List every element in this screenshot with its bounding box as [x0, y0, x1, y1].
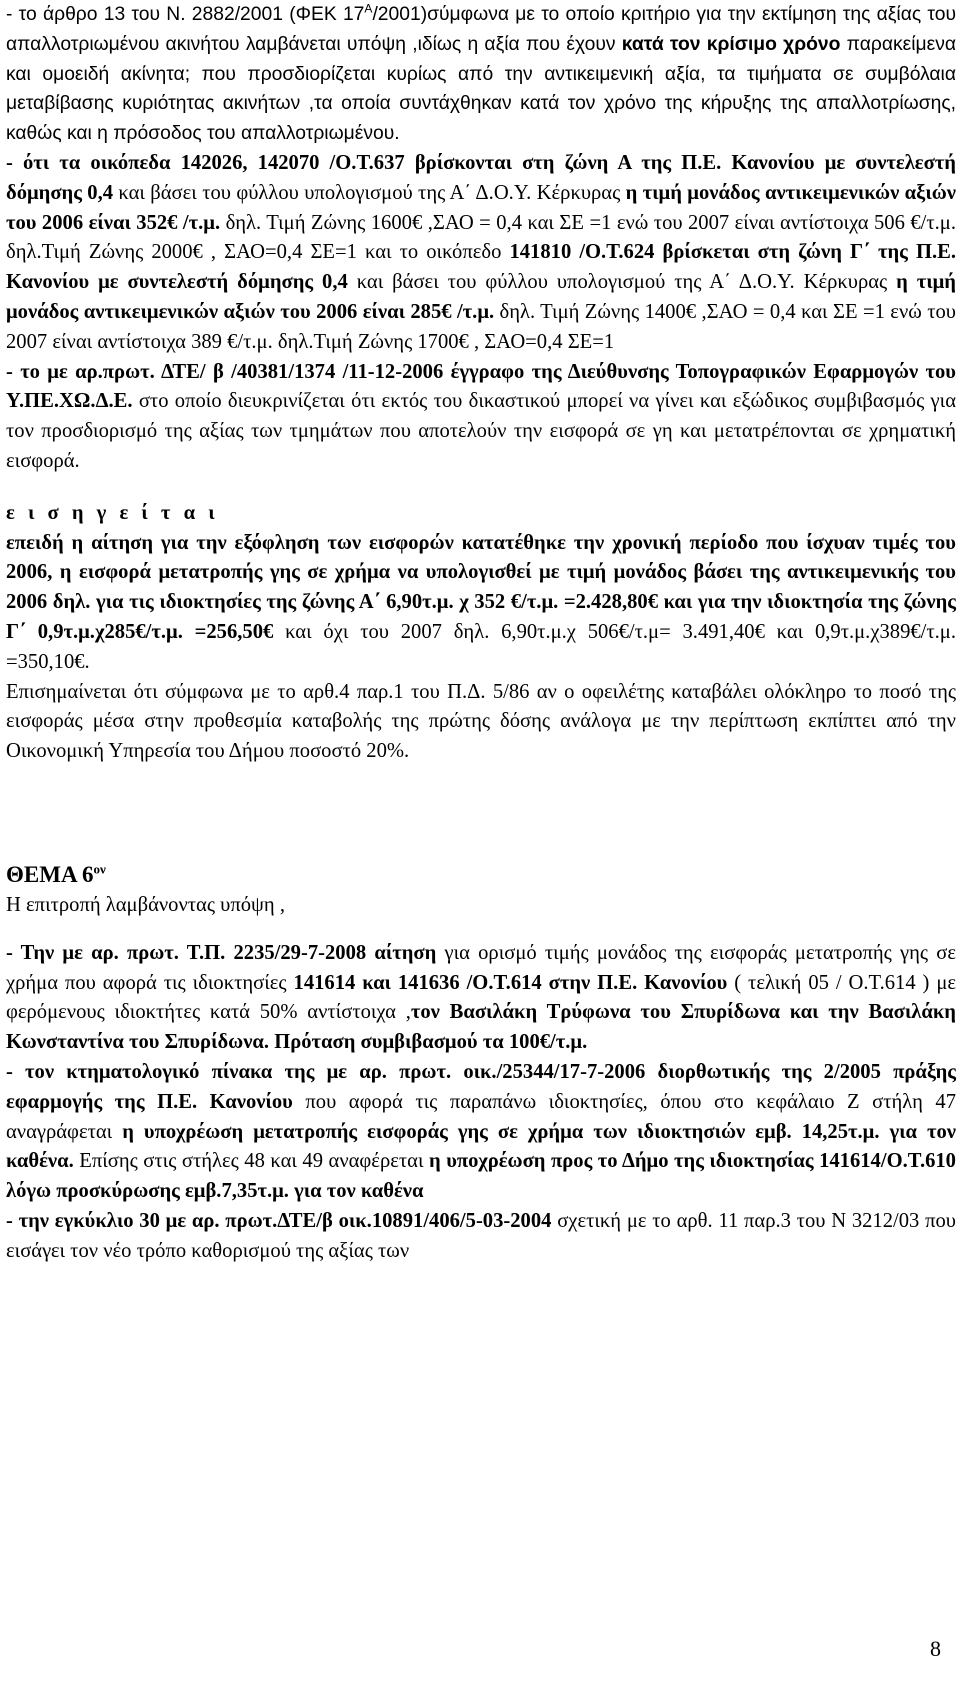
paragraph-proposal-main	[6, 529, 956, 678]
text-segment: παρακείμενα και ομοειδή ακίνητα; που προσδιορίζεται κυρίως από την αντικειμενική αξία, τα τιμήματα σε συμβόλαια μεταβίβασης κυριότητας ακινήτων ,τα οποία συντάχθηκαν κατά τον χρόνο της κήρυξης της απαλλοτρίωσης, καθώς και η πρόσοδος του απαλλοτριωμένου.	[6, 33, 956, 145]
text-segment: και βάσει του φύλλου υπολογισμού της Α΄ Δ.Ο.Υ. Κέρκυρας	[347, 271, 897, 294]
text-segment: η τιμή μονάδος αντικειμενικών αξιών του 2006 είναι 352€ /τ.μ.	[6, 181, 956, 234]
text-segment: 141614 και 141636 /Ο.Τ.614 στην Π.Ε. Κανονίου	[293, 971, 728, 994]
text-segment: δηλ. Τιμή Ζώνης 1400€ ,ΣΑΟ = 0,4 και ΣΕ =1 ενώ του 2007 είναι αντίστοιχα 389 €/τ.μ. δηλ.Τιμή Ζώνης 1700€ , ΣΑΟ=0,4 ΣΕ=1	[6, 300, 956, 353]
considerations-section	[6, 0, 956, 477]
text-segment: στο οποίο διευκρινίζεται ότι εκτός του δικαστικού μπορεί να γίνει και εξώδικος συμβιβασμός για τον προσδιορισμό της αξίας των τμημάτων που αποτελούν την εισφορά σε γη και μετατρέπονται σε χρηματική εισφορά.	[6, 390, 956, 472]
text-segment: Α	[364, 1, 373, 16]
text-segment: δηλ. Τιμή Ζώνης 1600€ ,ΣΑΟ = 0,4 και ΣΕ =1 ενώ του 2007 είναι αντίστοιχα 506 €/τ.μ. δηλ.Τιμή Ζώνης 2000€ , ΣΑΟ=0,4 ΣΕ=1 και το οικόπεδο	[6, 211, 956, 264]
paragraph-proposal-discount	[6, 678, 956, 767]
text-segment: 141810 /Ο.Τ.624 βρίσκεται στη ζώνη Γ΄ της Π.Ε. Κανονίου με συντελεστή δόμησης 0,4	[6, 241, 957, 294]
theme-title	[6, 859, 956, 891]
text-segment: που αφορά τις παραπάνω ιδιοκτησίες, όπου στο κεφάλαιο Ζ στήλη 47 αναγράφεται	[6, 1090, 956, 1143]
text-segment: και βάσει του φύλλου υπολογισμού της Α΄ Δ.Ο.Υ. Κέρκυρας	[113, 181, 626, 204]
text-segment: κατά τον κρίσιμο χρόνο	[621, 33, 841, 55]
text-segment: - ότι τα οικόπεδα 142026, 142070 /Ο.Τ.637 βρίσκονται στη ζώνη Α της Π.Ε. Κανονίου με συντελεστή δόμησης 0,4	[6, 151, 956, 204]
theme-title-text: ΘΕΜΑ 6	[6, 861, 94, 887]
page-number: 8	[930, 1636, 941, 1661]
paragraph-plots-zone-a	[6, 149, 956, 358]
text-segment: - την εγκύκλιο 30 με αρ. πρωτ.ΔΤΕ/β οικ.10891/406/5-03-2004	[6, 1209, 552, 1232]
text-segment: η τιμή μονάδος αντικειμενικών αξιών του 2006 είναι 285€ /τ.μ.	[6, 271, 957, 323]
text-segment: - το άρθρο 13 του Ν. 2882/2001 (ΦΕΚ 17	[6, 4, 365, 25]
text-segment: για ορισμό τιμής μονάδος της εισφοράς μετατροπής γης σε χρήμα που αφορά τις ιδιοκτησίες	[6, 941, 956, 994]
text-segment: και όχι του 2007 δηλ. 6,90τ.μ.χ 506€/τ.μ= 3.491,40€ και 0,9τ.μ.χ389€/τ.μ. =350,10€.	[6, 620, 956, 673]
text-segment: η υποχρέωση προς το Δήμο της ιδιοκτησίας 141614/Ο.Τ.610 λόγω προσκύρωσης εμβ.7,35τ.μ. για τον καθένα	[6, 1150, 956, 1203]
text-segment: /2001)σύμφωνα με το οποίο κριτήριο για την εκτίμηση της αξίας του απαλλοτριωμένου ακινήτου λαμβάνεται υπόψη ,ιδίως η αξία που έχουν	[6, 4, 957, 55]
text-segment: η υποχρέωση μετατροπής εισφοράς γης σε χρήμα των ιδιοκτησιών εμβ. 14,25τ.μ. για τον καθένα.	[6, 1120, 956, 1173]
theme-section	[6, 939, 956, 1267]
document-page	[6, 0, 956, 1266]
text-segment: σχετική με το αρθ. 11 παρ.3 του Ν 3212/03 που εισάγει τον νέο τρόπο καθορισμού της αξίας των	[6, 1209, 956, 1262]
proposal-heading: ε ι σ η γ ε ί τ α ι	[6, 501, 219, 524]
paragraph-topography-doc	[6, 358, 956, 477]
paragraph-circular-30	[6, 1207, 956, 1267]
text-segment: Επίσης στις στήλες 48 και 49 αναφέρεται	[73, 1150, 429, 1173]
text-segment: ( τελική 05 / Ο.Τ.614 ) με φερόμενους ιδιοκτήτες κατά 50% αντίστοιχα ,	[6, 971, 957, 1024]
text-segment: - το με αρ.πρωτ. ΔΤΕ/ β /40381/1374 /11-12-2006 έγγραφο της Διεύθυνσης Τοπογραφικών Εφαρμογών του Υ.ΠΕ.ΧΩ.Δ.Ε.	[6, 360, 956, 413]
text-segment: - Την με αρ. πρωτ. Τ.Π. 2235/29-7-2008 αίτηση	[6, 941, 437, 964]
theme-title-sup: ον	[93, 861, 106, 877]
theme-subtitle: Η επιτροπή λαμβάνοντας υπόψη ,	[6, 893, 285, 916]
paragraph-application-2235	[6, 939, 956, 1058]
text-segment: - τον κτηματολογικό πίνακα της με αρ. πρωτ. οικ./25344/17-7-2006 διορθωτικής της 2/2005 πράξης εφαρμογής της Π.Ε. Κανονίου	[6, 1060, 956, 1113]
text-segment: τον Βασιλάκη Τρύφωνα του Σπυρίδωνα και την Βασιλάκη Κωνσταντίνα του Σπυρίδωνα. Πρόταση συμβιβασμού τα 100€/τ.μ.	[6, 1001, 956, 1054]
paragraph-intro	[6, 0, 956, 149]
paragraph-cadastral-table	[6, 1058, 956, 1207]
text-segment: Επισημαίνεται ότι σύμφωνα με το αρθ.4 παρ.1 του Π.Δ. 5/86 αν ο οφειλέτης καταβάλει ολόκληρο το ποσό της εισφοράς μέσα στην προθεσμία καταβολής της πρώτης δόσης ανάλογα με την περίπτωση εκπίπτει από την Οικονομική Υπηρεσία του Δήμου ποσοστό 20%.	[6, 680, 956, 763]
text-segment: επειδή η αίτηση για την εξόφληση των εισφορών κατατέθηκε την χρονική περίοδο που ίσχυαν τιμές του 2006, η εισφορά μετατροπής γης σε χρήμα να υπολογισθεί με τιμή μονάδος βάσει της αντικειμενικής του 2006 δηλ. για τις ιδιοκτησίες της ζώνης Α΄ 6,90τ.μ. χ 352 €/τ.μ. =2.428,80€ και για την ιδιοκτησία της ζώνης Γ΄ 0,9τ.μ.χ285€/τ.μ. =256,50€	[6, 531, 956, 643]
proposal-section	[6, 529, 956, 767]
